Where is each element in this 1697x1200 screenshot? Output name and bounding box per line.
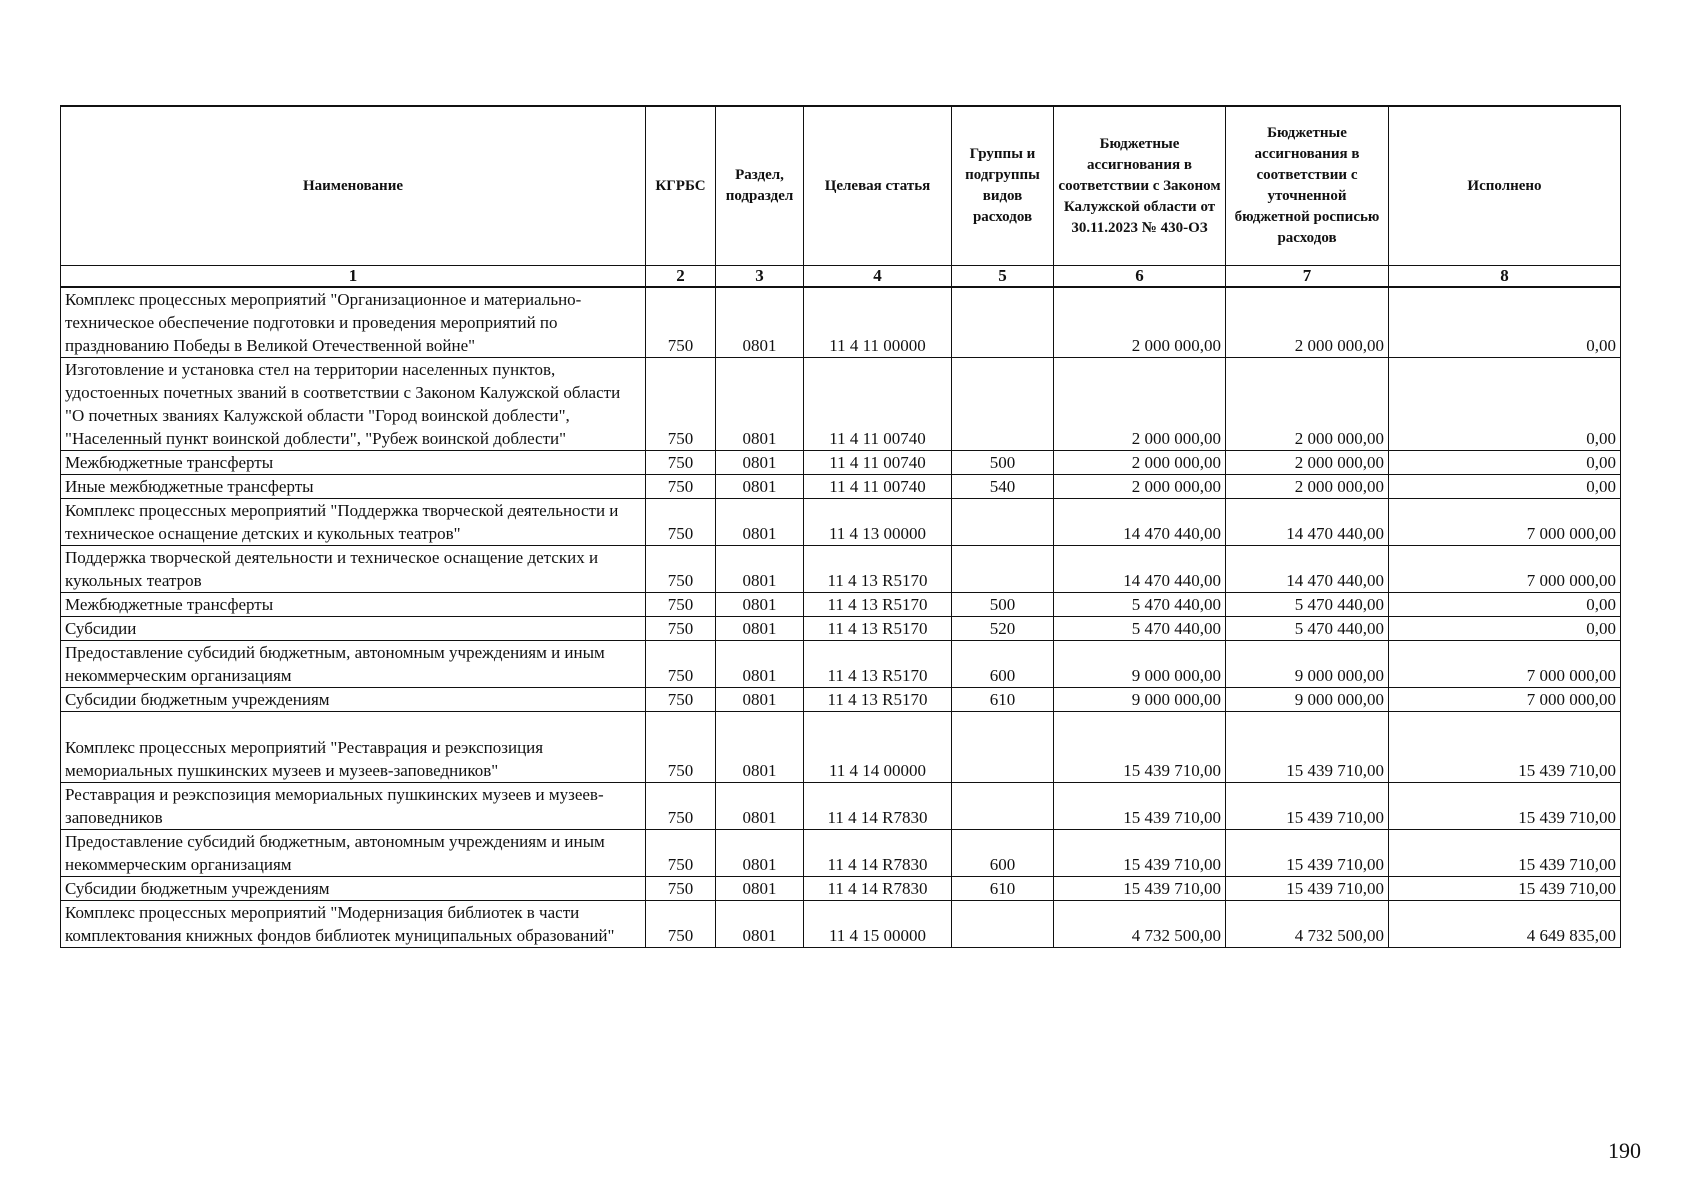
- row-kgrbs: 750: [646, 499, 716, 546]
- row-refined-allocation: 15 439 710,00: [1226, 783, 1389, 830]
- row-executed: 4 649 835,00: [1389, 901, 1621, 948]
- row-executed: 0,00: [1389, 287, 1621, 358]
- row-target-article: 11 4 14 R7830: [804, 830, 952, 877]
- row-section: 0801: [716, 877, 804, 901]
- row-section: 0801: [716, 641, 804, 688]
- row-name: Комплекс процессных мероприятий "Модернизация библиотек в части комплектования книжных фондов библиотек муниципальных образований": [61, 901, 646, 948]
- row-name: Иные межбюджетные трансферты: [61, 475, 646, 499]
- row-target-article: 11 4 13 R5170: [804, 617, 952, 641]
- table-row: [61, 641, 1621, 688]
- row-name: Комплекс процессных мероприятий "Поддержка творческой деятельности и техническое оснащение детских и кукольных театров": [61, 499, 646, 546]
- row-executed: 7 000 000,00: [1389, 641, 1621, 688]
- row-executed: 0,00: [1389, 358, 1621, 451]
- row-kgrbs: 750: [646, 358, 716, 451]
- row-expense-group: [952, 901, 1054, 948]
- row-kgrbs: 750: [646, 783, 716, 830]
- row-expense-group: [952, 499, 1054, 546]
- row-section: 0801: [716, 593, 804, 617]
- table-row: [61, 287, 1621, 358]
- row-name: Комплекс процессных мероприятий "Организационное и материально-техническое обеспечение подготовки и проведения мероприятий по празднованию Победы в Великой Отечественной войне": [61, 287, 646, 358]
- row-executed: 15 439 710,00: [1389, 877, 1621, 901]
- row-kgrbs: 750: [646, 712, 716, 783]
- row-law-allocation: 5 470 440,00: [1054, 593, 1226, 617]
- row-expense-group: 610: [952, 688, 1054, 712]
- row-name: Межбюджетные трансферты: [61, 593, 646, 617]
- row-expense-group: 540: [952, 475, 1054, 499]
- row-section: 0801: [716, 712, 804, 783]
- header-target-article: Целевая статья: [804, 106, 952, 266]
- row-kgrbs: 750: [646, 475, 716, 499]
- row-expense-group: 500: [952, 593, 1054, 617]
- column-number: 3: [716, 266, 804, 288]
- row-law-allocation: 5 470 440,00: [1054, 617, 1226, 641]
- header-name: Наименование: [61, 106, 646, 266]
- table-row: [61, 617, 1621, 641]
- table-row: [61, 877, 1621, 901]
- row-refined-allocation: 15 439 710,00: [1226, 712, 1389, 783]
- row-executed: 0,00: [1389, 593, 1621, 617]
- row-section: 0801: [716, 688, 804, 712]
- row-target-article: 11 4 11 00740: [804, 358, 952, 451]
- table-row: [61, 688, 1621, 712]
- row-refined-allocation: 14 470 440,00: [1226, 546, 1389, 593]
- row-name: Поддержка творческой деятельности и техническое оснащение детских и кукольных театров: [61, 546, 646, 593]
- row-kgrbs: 750: [646, 901, 716, 948]
- row-expense-group: [952, 783, 1054, 830]
- row-kgrbs: 750: [646, 451, 716, 475]
- row-refined-allocation: 2 000 000,00: [1226, 475, 1389, 499]
- column-number: 1: [61, 266, 646, 288]
- row-refined-allocation: 9 000 000,00: [1226, 688, 1389, 712]
- row-executed: 15 439 710,00: [1389, 712, 1621, 783]
- column-number: 7: [1226, 266, 1389, 288]
- header-expense-groups: Группы и подгруппы видов расходов: [952, 106, 1054, 266]
- row-law-allocation: 4 732 500,00: [1054, 901, 1226, 948]
- row-name: Предоставление субсидий бюджетным, автономным учреждениям и иным некоммерческим организациям: [61, 641, 646, 688]
- row-kgrbs: 750: [646, 688, 716, 712]
- row-kgrbs: 750: [646, 877, 716, 901]
- row-refined-allocation: 2 000 000,00: [1226, 358, 1389, 451]
- column-number: 5: [952, 266, 1054, 288]
- row-name: Субсидии бюджетным учреждениям: [61, 688, 646, 712]
- table-header: [61, 106, 1621, 287]
- row-name: Предоставление субсидий бюджетным, автономным учреждениям и иным некоммерческим организациям: [61, 830, 646, 877]
- row-name: Субсидии бюджетным учреждениям: [61, 877, 646, 901]
- table-row: [61, 358, 1621, 451]
- row-executed: 15 439 710,00: [1389, 830, 1621, 877]
- row-refined-allocation: 9 000 000,00: [1226, 641, 1389, 688]
- row-section: 0801: [716, 451, 804, 475]
- row-kgrbs: 750: [646, 617, 716, 641]
- row-kgrbs: 750: [646, 641, 716, 688]
- row-expense-group: [952, 287, 1054, 358]
- row-law-allocation: 15 439 710,00: [1054, 712, 1226, 783]
- row-section: 0801: [716, 499, 804, 546]
- row-name: Комплекс процессных мероприятий "Реставрация и реэкспозиция мемориальных пушкинских музеев и музеев-заповедников": [61, 712, 646, 783]
- row-section: 0801: [716, 617, 804, 641]
- row-name: Межбюджетные трансферты: [61, 451, 646, 475]
- row-section: 0801: [716, 475, 804, 499]
- row-refined-allocation: 14 470 440,00: [1226, 499, 1389, 546]
- row-expense-group: [952, 546, 1054, 593]
- row-executed: 0,00: [1389, 451, 1621, 475]
- table-row: [61, 901, 1621, 948]
- table-row: [61, 830, 1621, 877]
- row-refined-allocation: 2 000 000,00: [1226, 287, 1389, 358]
- column-number: 2: [646, 266, 716, 288]
- page-number: 190: [1608, 1138, 1641, 1163]
- column-number: 6: [1054, 266, 1226, 288]
- row-expense-group: [952, 712, 1054, 783]
- row-target-article: 11 4 11 00000: [804, 287, 952, 358]
- header-row: [61, 106, 1621, 266]
- row-law-allocation: 15 439 710,00: [1054, 783, 1226, 830]
- row-refined-allocation: 4 732 500,00: [1226, 901, 1389, 948]
- row-law-allocation: 14 470 440,00: [1054, 546, 1226, 593]
- row-target-article: 11 4 13 R5170: [804, 641, 952, 688]
- row-kgrbs: 750: [646, 546, 716, 593]
- row-law-allocation: 14 470 440,00: [1054, 499, 1226, 546]
- row-name: Реставрация и реэкспозиция мемориальных пушкинских музеев и музеев-заповедников: [61, 783, 646, 830]
- row-law-allocation: 9 000 000,00: [1054, 688, 1226, 712]
- header-kgrbs: КГРБС: [646, 106, 716, 266]
- row-law-allocation: 15 439 710,00: [1054, 877, 1226, 901]
- row-section: 0801: [716, 783, 804, 830]
- row-law-allocation: 15 439 710,00: [1054, 830, 1226, 877]
- row-refined-allocation: 5 470 440,00: [1226, 617, 1389, 641]
- row-executed: 7 000 000,00: [1389, 499, 1621, 546]
- row-section: 0801: [716, 287, 804, 358]
- row-section: 0801: [716, 901, 804, 948]
- column-number: 8: [1389, 266, 1621, 288]
- header-executed: Исполнено: [1389, 106, 1621, 266]
- table-body: [61, 287, 1621, 948]
- row-target-article: 11 4 11 00740: [804, 451, 952, 475]
- row-expense-group: 600: [952, 830, 1054, 877]
- row-law-allocation: 2 000 000,00: [1054, 475, 1226, 499]
- header-law-allocations: Бюджетные ассигнования в соответствии с Законом Калужской области от 30.11.2023 № 430-ОЗ: [1054, 106, 1226, 266]
- row-expense-group: 500: [952, 451, 1054, 475]
- row-refined-allocation: 5 470 440,00: [1226, 593, 1389, 617]
- row-law-allocation: 9 000 000,00: [1054, 641, 1226, 688]
- column-number: 4: [804, 266, 952, 288]
- row-refined-allocation: 15 439 710,00: [1226, 830, 1389, 877]
- row-name: Субсидии: [61, 617, 646, 641]
- row-kgrbs: 750: [646, 830, 716, 877]
- row-name: Изготовление и установка стел на территории населенных пунктов, удостоенных почетных званий в соответствии с Законом Калужской области "О почетных званиях Калужской области "Город воинской доблести", "Населенный пункт воинской доблести", "Рубеж воинской доблести": [61, 358, 646, 451]
- table-row: [61, 593, 1621, 617]
- row-executed: 0,00: [1389, 617, 1621, 641]
- row-executed: 0,00: [1389, 475, 1621, 499]
- row-expense-group: 600: [952, 641, 1054, 688]
- row-target-article: 11 4 11 00740: [804, 475, 952, 499]
- table-row: [61, 451, 1621, 475]
- column-number-row: [61, 266, 1621, 288]
- row-target-article: 11 4 13 R5170: [804, 688, 952, 712]
- table-row: [61, 546, 1621, 593]
- row-executed: 7 000 000,00: [1389, 688, 1621, 712]
- row-kgrbs: 750: [646, 287, 716, 358]
- row-expense-group: 610: [952, 877, 1054, 901]
- row-target-article: 11 4 15 00000: [804, 901, 952, 948]
- row-section: 0801: [716, 830, 804, 877]
- row-section: 0801: [716, 358, 804, 451]
- budget-table: [60, 105, 1621, 948]
- row-target-article: 11 4 14 00000: [804, 712, 952, 783]
- row-executed: 15 439 710,00: [1389, 783, 1621, 830]
- row-kgrbs: 750: [646, 593, 716, 617]
- row-executed: 7 000 000,00: [1389, 546, 1621, 593]
- row-law-allocation: 2 000 000,00: [1054, 451, 1226, 475]
- row-target-article: 11 4 14 R7830: [804, 783, 952, 830]
- table-row: [61, 475, 1621, 499]
- row-expense-group: 520: [952, 617, 1054, 641]
- table-row: [61, 499, 1621, 546]
- row-refined-allocation: 2 000 000,00: [1226, 451, 1389, 475]
- header-refined-allocations: Бюджетные ассигнования в соответствии с уточненной бюджетной росписью расходов: [1226, 106, 1389, 266]
- table-row: [61, 712, 1621, 783]
- row-target-article: 11 4 14 R7830: [804, 877, 952, 901]
- row-law-allocation: 2 000 000,00: [1054, 358, 1226, 451]
- row-target-article: 11 4 13 R5170: [804, 593, 952, 617]
- row-law-allocation: 2 000 000,00: [1054, 287, 1226, 358]
- row-target-article: 11 4 13 R5170: [804, 546, 952, 593]
- header-section: Раздел, подраздел: [716, 106, 804, 266]
- row-section: 0801: [716, 546, 804, 593]
- table-row: [61, 783, 1621, 830]
- row-expense-group: [952, 358, 1054, 451]
- row-refined-allocation: 15 439 710,00: [1226, 877, 1389, 901]
- row-target-article: 11 4 13 00000: [804, 499, 952, 546]
